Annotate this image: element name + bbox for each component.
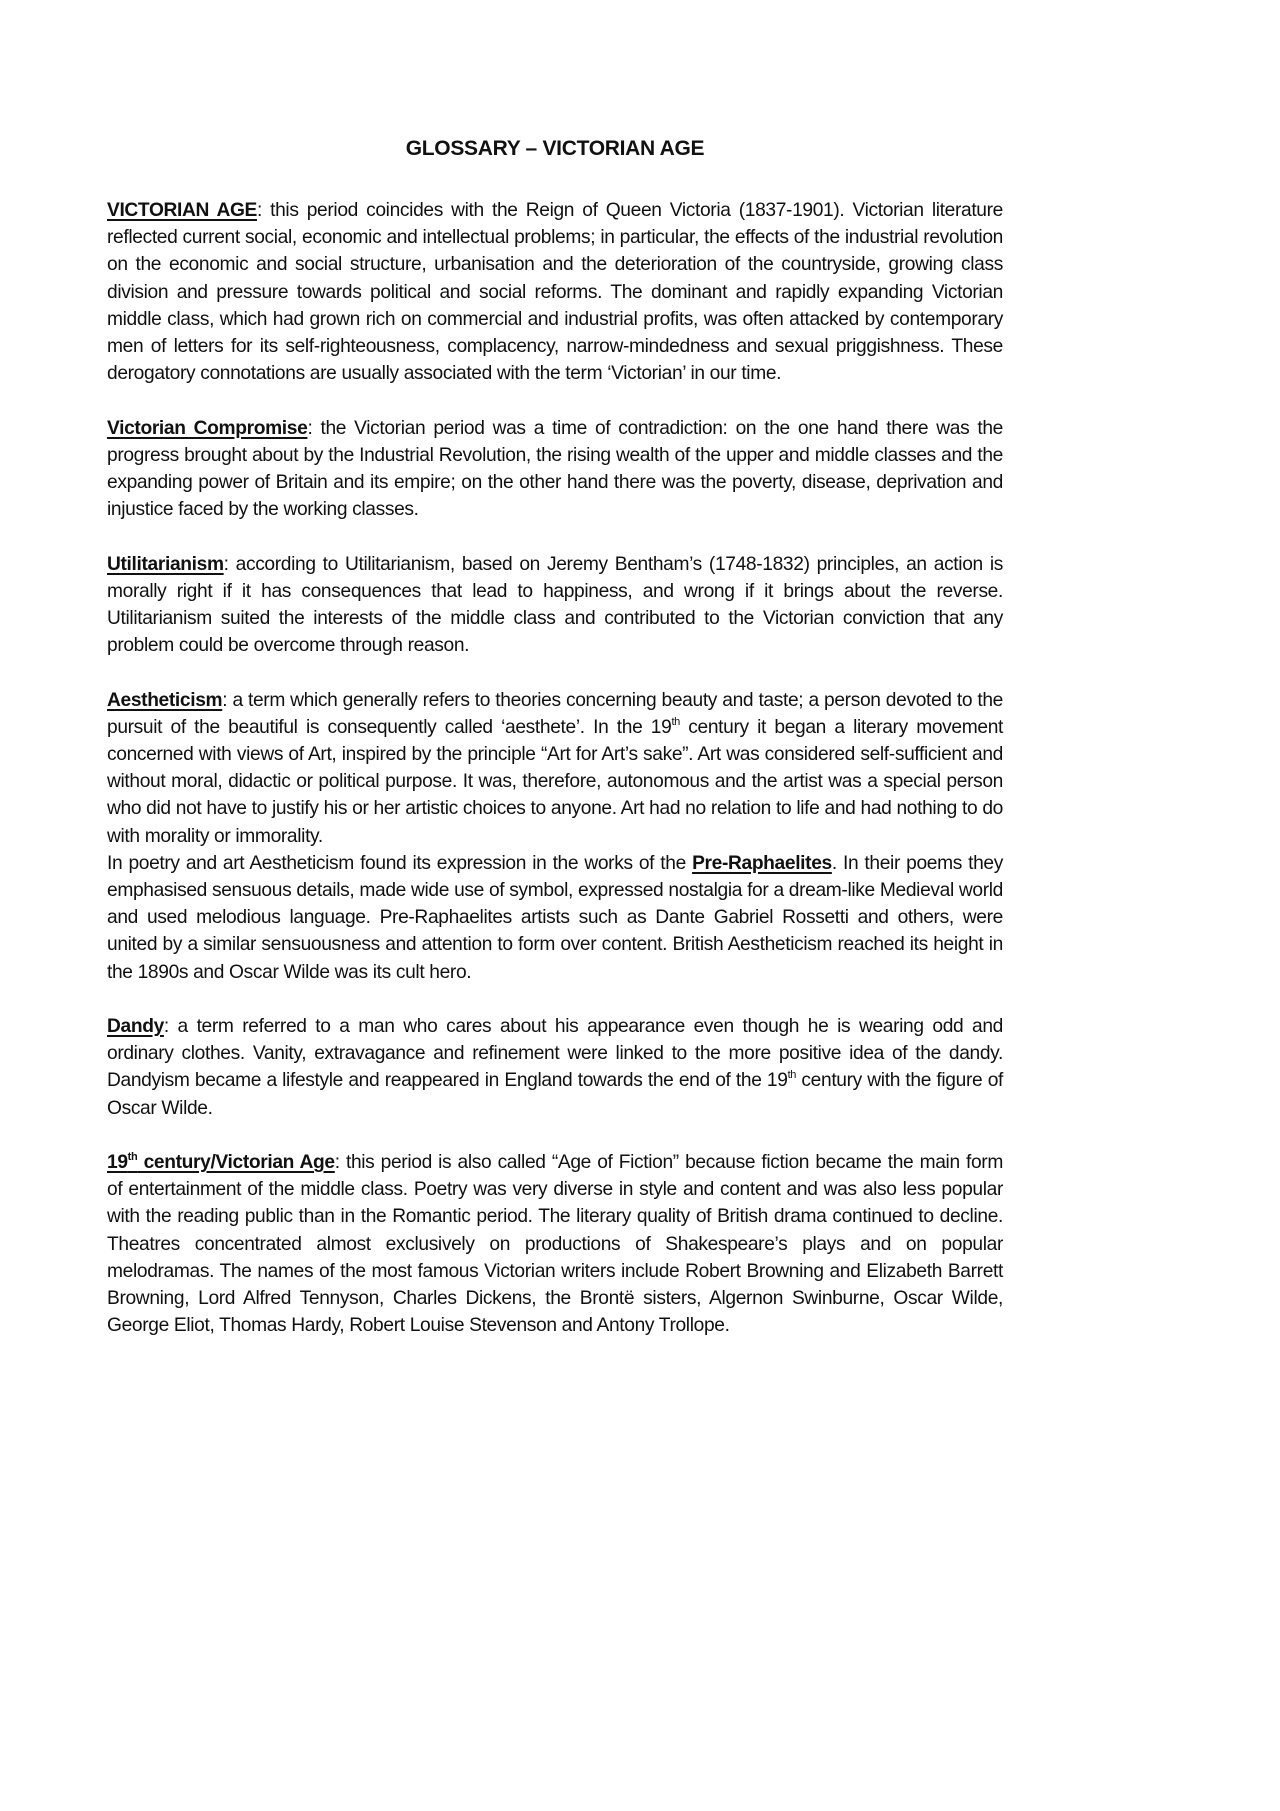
entry-paragraph: [107, 415, 1003, 524]
glossary-term: VICTORIAN AGE: [107, 200, 257, 221]
glossary-term: Victorian Compromise: [107, 417, 308, 439]
inline-term-pre-raphaelites: Pre-Raphaelites: [692, 852, 832, 874]
glossary-term: Dandy: [107, 1016, 164, 1038]
term-text: century/Victorian Age: [137, 1152, 335, 1174]
superscript: th: [127, 1151, 138, 1164]
entry-paragraph-2: [107, 850, 1003, 986]
glossary-page: [107, 132, 1003, 1367]
glossary-definition: : a term referred to a man who cares about his appearance even though he is wearing odd and ordinary clothes. Vanity, extravagance and refinement were linked to the more positive idea of the dandy. Dandyism became a lifestyle and reappeared in England towards the end of the 19: [107, 1016, 1003, 1092]
glossary-term: Utilitarianism: [107, 553, 224, 575]
glossary-term: Aestheticism: [107, 689, 223, 711]
entry-paragraph: [107, 687, 1003, 850]
paragraph-text: In poetry and art Aestheticism found its expression in the works of the: [107, 852, 693, 874]
entry-dandy: [107, 1013, 1003, 1122]
entry-aestheticism: [107, 687, 1003, 986]
glossary-term: [107, 1152, 335, 1173]
entry-victorian-age: [107, 197, 1003, 387]
glossary-definition: : this period is also called “Age of Fiction” because fiction became the main form of entertainment of the middle class. Poetry was very diverse in style and content and was also less popular with the reading public than in the Romantic period. The literary quality of British drama continued to decline. Theatres concentrated almost exclusively on productions of Shakespeare’s plays and on popular melodramas. The names of the most famous Victorian writers include Robert Browning and Elizabeth Barrett Browning, Lord Alfred Tennyson, Charles Dickens, the Brontë sisters, Algernon Swinburne, Oscar Wilde, George Eliot, Thomas Hardy, Robert Louise Stevenson and Antony Trollope.: [107, 1152, 1003, 1337]
paragraph-text-continued: . In their poems they emphasised sensuous details, made wide use of symbol, expressed nostalgia for a dream-like Medieval world and used melodious language. Pre-Raphaelites artists such as Dante Gabriel Rossetti and others, were united by a similar sensuousness and attention to form over content. British Aestheticism reached its height in the 1890s and Oscar Wilde was its cult hero.: [107, 852, 1003, 983]
page-title: GLOSSARY – VICTORIAN AGE: [405, 137, 705, 160]
glossary-definition: : this period coincides with the Reign of Queen Victoria (1837-1901). Victorian literature reflected current social, economic and intellectual problems; in particular, the effects of the industrial revolution on the economic and social structure, urbanisation and the deterioration of the countryside, growing class division and pressure towards political and social reforms. The dominant and rapidly expanding Victorian middle class, which had grown rich on commercial and industrial profits, was often attacked by contemporary men of letters for its self-righteousness, complacency, narrow-mindedness and sexual priggishness. These derogatory connotations are usually associated with the term ‘Victorian’ in our time.: [107, 200, 1003, 385]
entry-victorian-compromise: [107, 415, 1003, 524]
glossary-definition: : according to Utilitarianism, based on Jeremy Bentham’s (1748-1832) principles, an action is morally right if it has consequences that lead to happiness, and wrong if it brings about the reverse. Utilitarianism suited the interests of the middle class and contributed to the Victorian conviction that any problem could be overcome through reason.: [107, 553, 1003, 657]
glossary-definition-continued: century it began a literary movement concerned with views of Art, inspired by the principle “Art for Art’s sake”. Art was considered self-sufficient and without moral, didactic or political purpose. It was, therefore, autonomous and the artist was a special person who did not have to justify his or her artistic choices to anyone. Art had no relation to life and had nothing to do with morality or immorality.: [107, 716, 1003, 847]
entry-paragraph: [107, 1013, 1003, 1122]
entry-paragraph: [107, 1149, 1003, 1339]
glossary-definition: : a term which generally refers to theories concerning beauty and taste; a person devoted to the pursuit of the beautiful is consequently called ‘aesthete’. In the 19: [107, 689, 1003, 738]
entry-utilitarianism: [107, 551, 1003, 660]
term-number: 19: [107, 1152, 128, 1174]
entry-paragraph: [107, 197, 1003, 387]
glossary-definition-continued: century with the figure of Oscar Wilde.: [107, 1070, 1003, 1119]
entry-paragraph: [107, 551, 1003, 660]
superscript: th: [787, 1069, 797, 1082]
glossary-definition: : the Victorian period was a time of contradiction: on the one hand there was the progress brought about by the Industrial Revolution, the rising wealth of the upper and middle classes and the expanding power of Britain and its empire; on the other hand there was the poverty, disease, deprivation and injustice faced by the working classes.: [107, 417, 1003, 521]
entry-19th-century: [107, 1149, 1003, 1339]
superscript: th: [671, 715, 680, 728]
